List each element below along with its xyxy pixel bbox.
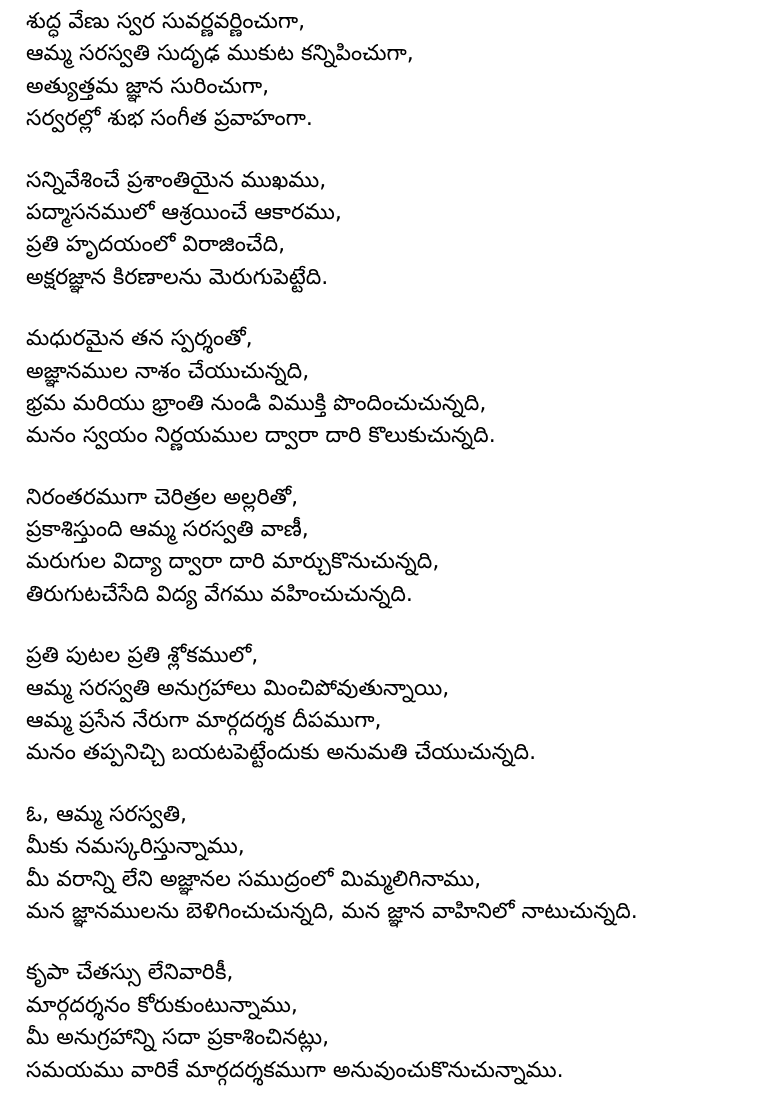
poem-line: మన జ్ఞానములను బెళిగించుచున్నది, మన జ్ఞాన వాహినిలో నాటుచున్నది. [26,898,638,924]
poem-line: సన్నివేశించే ప్రశాంతియైన ముఖము, [26,167,327,193]
poem-line: ప్రతి హృదయంలో విరాజించేది, [26,232,286,258]
poem-line: ఓ, ఆమ్మ సరస్వతి, [26,801,188,827]
poem-document [26,6,771,1116]
poem-line: శుద్ధ వేణు స్వర సువర్ణవర్ణించుగా, [26,9,306,34]
poem-line: మీ వరాన్ని లేని అజ్ఞానల సముద్రంలో మిమ్మలిగినాము, [26,866,482,892]
stanza-4 [26,482,771,612]
poem-line: అజ్ఞానముల నాశం చేయుచున్నది, [26,358,310,384]
poem-line: కృపా చేతస్సు లేనివారికీ, [26,960,234,986]
poem-line: మీ అనుగ్రహాన్ని సదా ప్రకాశించినట్లు, [26,1025,330,1051]
poem-line: మరుగుల విద్యా ద్వారా దారి మార్చుకొనుచున్నది, [26,549,440,575]
poem-line: మార్గదర్శనం కోరుకుంటున్నాము, [26,992,298,1018]
poem-line: సర్వరల్లో శుభ సంగీత ప్రవాహంగా. [26,106,313,132]
poem-line: మనం స్వయం నిర్ణయముల ద్వారా దారి కొలుకుచున్నది. [26,423,496,449]
poem-line: మీకు నమస్కరిస్తున్నాము, [26,834,245,860]
stanza-2 [26,165,771,295]
poem-line: అత్యుత్తమ జ్ఞాన సురించుగా, [26,73,270,99]
stanza-1 [26,6,771,136]
poem-line: ప్రతి పుటల ప్రతి శ్లోకములో, [26,643,259,669]
poem-line: ఆమ్మ సరస్వతి అనుగ్రహాలు మించిపోవుతున్నాయి, [26,675,450,701]
poem-line: నిరంతరముగా చెరిత్రల అల్లరితో, [26,484,299,510]
poem-line: మధురమైన తన స్పర్శంతో, [26,326,253,352]
poem-line: అక్షరజ్ఞాన కిరణాలను మెరుగుపెట్టేది. [26,264,329,290]
stanza-3 [26,323,771,453]
poem-line: ఆమ్మ ప్రసేన నేరుగా మార్గదర్శక దీపముగా, [26,708,382,734]
poem-line: తిరుగుటచేసేది విద్య వేగము వహించుచున్నది. [26,581,413,607]
stanza-7 [26,957,771,1087]
stanza-5 [26,640,771,770]
poem-line: మనం తప్పనిచ్చి బయటపెట్టేందుకు అనుమతి చేయుచున్నది. [26,740,537,766]
poem-line: సమయము వారికే మార్గదర్శకముగా అనువుంచుకొనుచున్నాము. [26,1057,564,1083]
poem-line: పద్మాసనములో ఆశ్రయించే ఆకారము, [26,199,342,225]
poem-line: భ్రమ మరియు భ్రాంతి నుండి విముక్తి పొందించుచున్నది, [26,390,487,416]
poem-line: ప్రకాశిస్తుంది ఆమ్మ సరస్వతి వాణీ, [26,517,309,543]
stanza-6 [26,799,771,929]
poem-line: ఆమ్మ సరస్వతి సుదృఢ ముకుట కన్నిపించుగా, [26,41,414,67]
